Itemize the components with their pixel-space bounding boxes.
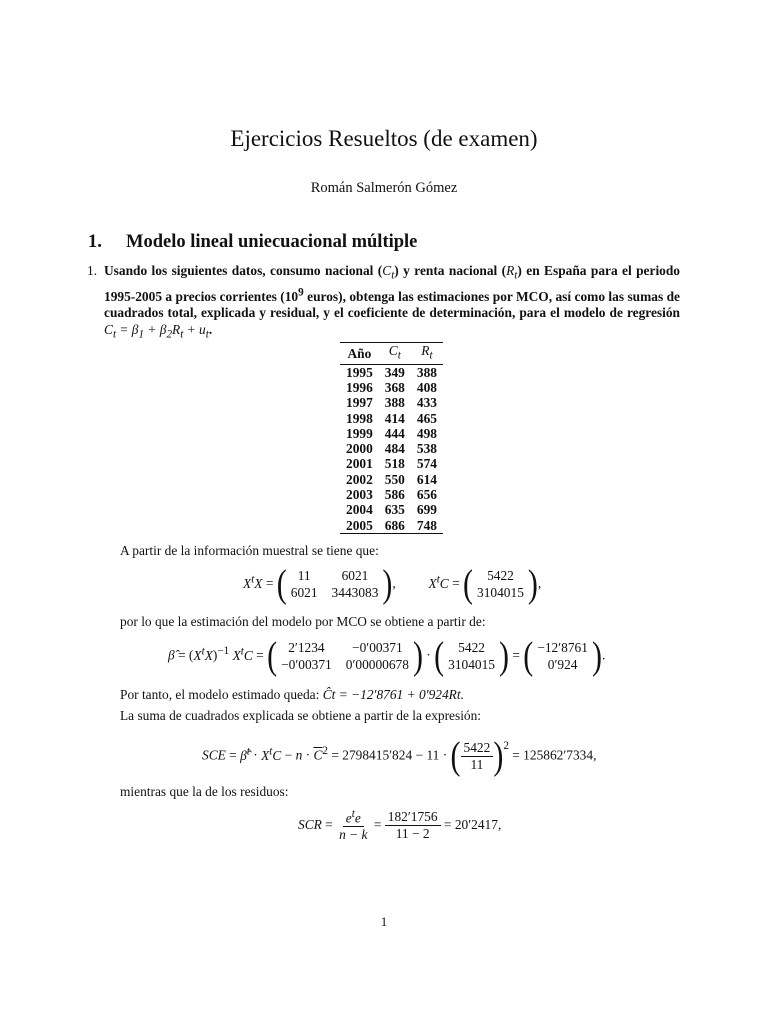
table-row	[340, 518, 443, 534]
scr-result: 20′2417	[454, 816, 498, 832]
equation-scr: SCR = $\frac{e^te}{n - k}$ = $\frac{182'1756}{11 - 2}$ = 20′2417,	[298, 808, 502, 843]
col-header-year: Año	[340, 343, 379, 365]
section-title: Modelo lineal uniecuacional múltiple	[126, 232, 418, 252]
table-cell: 408	[416, 379, 437, 395]
table-cell: 368	[384, 379, 405, 395]
matrix-cell: 3104015	[477, 585, 524, 600]
table-row	[340, 395, 443, 410]
paragraph-sce-intro: La suma de cuadrados explicada se obtiene a partir de la expresión:	[120, 708, 482, 723]
table-header-row	[340, 343, 443, 365]
matrix-cell: 6021	[290, 585, 318, 600]
matrix-cell: 11	[297, 568, 311, 583]
table-cell: 388	[416, 364, 437, 380]
matrix-cell: 3104015	[448, 657, 495, 672]
table-cell: 518	[384, 456, 405, 472]
table-cell: 1996	[346, 379, 373, 395]
section-heading	[88, 232, 417, 253]
matrix-cell: 5422	[458, 640, 485, 655]
document-title: Ejercicios Resueltos (de examen)	[230, 126, 538, 151]
section-number: 1.	[88, 232, 102, 252]
table-cell: 2001	[346, 456, 373, 472]
table-cell: 2002	[346, 471, 373, 487]
table-cell: 433	[416, 395, 437, 411]
table-body	[340, 364, 443, 533]
table-cell: 388	[384, 395, 405, 411]
matrix-beta: ( −12′8761 0′924 )	[523, 634, 602, 678]
matrix-cell: 0′00000678	[345, 657, 409, 672]
matrix-cell: 6021	[341, 568, 369, 583]
matrix-cell: −0′00371	[281, 657, 332, 672]
table-cell: 2000	[346, 441, 373, 457]
table-cell: 538	[416, 441, 437, 457]
table-cell: 1998	[346, 410, 373, 426]
scr-frac-den: 11 − 2	[395, 826, 430, 842]
matrix-inverse: ( 2′1234 −0′00371 −0′00371 0′00000678 )	[267, 634, 423, 678]
table-cell: 2005	[340, 518, 379, 534]
table-cell: 656	[416, 487, 437, 503]
data-table	[340, 342, 443, 534]
matrix-cell: 0′924	[547, 657, 578, 672]
table-cell: 614	[416, 471, 437, 487]
estimated-model: Ĉt = −12′8761 + 0′924Rt.	[322, 687, 464, 702]
table-cell: 1999	[346, 425, 373, 441]
table-row	[340, 456, 443, 471]
sce-value: 2798415′824	[342, 747, 413, 763]
paragraph-info: A partir de la información muestral se tiene que:	[120, 543, 379, 558]
matrix-cell: −0′00371	[352, 640, 403, 655]
scr-frac-num: 182′1756	[385, 809, 441, 826]
matrix-xtx: ( 11 6021 6021 3443083 )	[276, 562, 393, 606]
sce-n: 11	[426, 747, 440, 763]
sce-result: 125862′7334	[523, 747, 594, 763]
table-cell: 748	[411, 518, 443, 534]
table-row	[340, 502, 443, 517]
equation-xtx-xtc: $X^tX$ = ( 11 6021 6021 3443083 ) , $X^tC$ = ( 5422 3104015 ) ,	[243, 562, 542, 606]
paragraph-estimation: por lo que la estimación del modelo por MCO se obtiene a partir de:	[120, 614, 486, 629]
problem-number: 1.	[87, 263, 98, 278]
col-header-rt: $R_t$	[411, 343, 443, 365]
matrix-cell: 3443083	[331, 585, 379, 600]
model-prefix: Por tanto, el modelo estimado queda:	[120, 687, 320, 702]
page-number: 1	[380, 914, 388, 929]
table-row	[340, 380, 443, 395]
table-cell: 1995	[346, 364, 373, 380]
paragraph-model	[120, 687, 464, 703]
matrix-cell: 5422	[487, 568, 514, 583]
table-cell: 686	[379, 518, 411, 534]
table-row	[340, 426, 443, 441]
table-cell: 2003	[346, 487, 373, 503]
table-cell: 444	[384, 425, 405, 441]
table-cell: 484	[384, 441, 405, 457]
table-cell: 498	[416, 425, 437, 441]
table-cell: 465	[416, 410, 437, 426]
table-row	[340, 411, 443, 426]
sce-frac-den: 11	[470, 757, 484, 772]
table-cell: 635	[384, 502, 405, 518]
problem-text: Usando los siguientes datos, consumo nacional $(C_t)$ y renta nacional $(R_t)$ en España para el periodo 1995-2005 a precios corrientes ($10^9$ euros), obtenga las estimaciones por MCO, así como las sumas de cuadrados total, explicada y residual, y el coeficiente de determinación, para el modelo de regresión $C_t = \beta_1 + \beta_2R_t + u_t$.	[104, 263, 680, 341]
paragraph-residuals: mientras que la de los residuos:	[120, 784, 289, 799]
sce-mean-squared: ( $\frac{5422}{11}$ ) $^2$	[450, 734, 509, 778]
author-name: Román Salmerón Gómez	[310, 180, 458, 196]
table-cell: 2004	[346, 502, 373, 518]
equation-beta-hat: β̂ = $(X^tX)^{-1}$ $X^tC$ = ( 2′1234 −0′00371 −0′00371 0′00000678 ) · ( 5422 3104015 ) = ( −12′8761 0′924 ) .	[168, 634, 606, 678]
sce-frac-num: 5422	[461, 740, 494, 757]
table-cell: 574	[416, 456, 437, 472]
col-header-ct: $C_t$	[379, 343, 411, 365]
table-row	[340, 487, 443, 502]
matrix-cell: 2′1234	[288, 640, 325, 655]
matrix-xtc: ( 5422 3104015 )	[463, 562, 538, 606]
table-cell: 586	[384, 487, 405, 503]
table-cell: 349	[384, 364, 405, 380]
equation-sce: SCE = β̂$^t$ · $X^tC - n \cdot \overline{C}^2 = 2798415'824 - 11$ · ( $\frac{5422}{11}$ ) $^2$ = 125862′7334,	[202, 734, 597, 778]
problem-statement	[87, 263, 680, 343]
table-cell: 550	[384, 471, 405, 487]
table-row	[340, 441, 443, 456]
matrix-cell: −12′8761	[537, 640, 588, 655]
matrix-xtc-2: ( 5422 3104015 )	[434, 634, 509, 678]
table-cell: 1997	[346, 395, 373, 411]
table-row	[340, 472, 443, 487]
table-cell: 414	[384, 410, 405, 426]
table-cell: 699	[416, 502, 437, 518]
table-row	[340, 364, 443, 380]
